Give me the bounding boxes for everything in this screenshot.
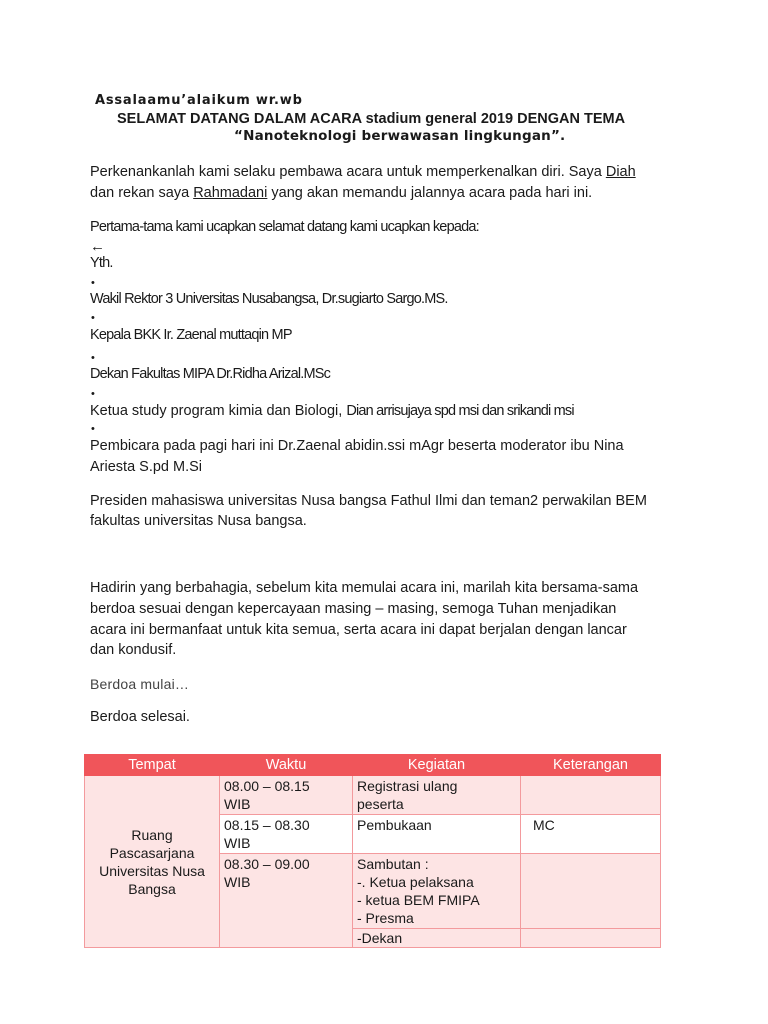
note-cell [521, 776, 661, 815]
time-cell [220, 854, 353, 948]
guest-item: Dekan Fakultas MIPA Dr.Ridha Arizal.MSc [90, 366, 331, 382]
berdoa-mulai: Berdoa mulai… [90, 676, 190, 692]
activity-text: Sambutan : [357, 856, 429, 872]
guest-speaker-line-1: Pembicara pada pagi hari ini Dr.Zaenal abidin.ssi mAgr beserta moderator ibu Nina [90, 438, 624, 454]
place-text: Pascasarjana [109, 844, 195, 861]
schedule-table [84, 754, 661, 948]
header-waktu: Waktu [220, 755, 353, 776]
activity-cell [353, 815, 521, 854]
time-text: WIB [224, 835, 251, 851]
bullet-icon: • [91, 312, 95, 324]
prayer-line-1: Hadirin yang berbahagia, sebelum kita memulai acara ini, marilah kita bersama-sama [90, 580, 639, 596]
intro-line-1 [90, 164, 636, 180]
activity-cell [353, 776, 521, 815]
place-text: Universitas Nusa [99, 862, 205, 879]
place-text: Bangsa [128, 880, 176, 897]
place-cell [85, 776, 220, 948]
header-kegiatan: Kegiatan [353, 755, 521, 776]
activity-text: -. Ketua pelaksana [357, 874, 474, 890]
place-text: Ruang [131, 826, 173, 843]
guest-speaker-line-2: Ariesta S.pd M.Si [90, 459, 203, 475]
intro-text: dan rekan saya [90, 185, 194, 201]
table-row [85, 776, 661, 815]
mc-name-1: Diah [605, 164, 636, 180]
note-cell [521, 854, 661, 929]
bullet-icon: • [91, 423, 95, 435]
heading-line-2-theme: “Nanoteknologi berwawasan lingkungan”. [234, 128, 566, 144]
time-text: WIB [224, 874, 251, 890]
intro-text: Perkenankanlah kami selaku pembawa acara untuk memperkenalkan diri. Saya [90, 164, 606, 180]
intro-text: yang akan memandu jalannya acara pada hari ini. [267, 185, 593, 201]
presiden-line-2: fakultas universitas Nusa bangsa. [90, 513, 307, 529]
prayer-line-2: berdoa sesuai dengan kepercayaan masing – masing, semoga Tuhan menjadikan [90, 601, 617, 617]
time-text: 08.15 – 08.30 [224, 817, 310, 833]
bullet-icon: • [91, 388, 95, 400]
time-cell [220, 815, 353, 854]
activity-text: - Presma [357, 910, 414, 926]
intro-line-2 [90, 185, 592, 201]
activity-text: peserta [357, 796, 404, 812]
guest-text: Ketua study program kimia dan Biologi, [90, 403, 347, 419]
activity-cell [353, 854, 521, 929]
bullet-icon: • [91, 277, 95, 289]
bullet-icon: • [91, 352, 95, 364]
prayer-line-4: dan kondusif. [90, 642, 177, 658]
guest-item [90, 403, 574, 419]
berdoa-selesai: Berdoa selesai. [90, 709, 190, 725]
time-text: 08.30 – 09.00 [224, 856, 310, 872]
guest-item: Kepala BKK Ir. Zaenal muttaqin MP [90, 327, 292, 343]
header-keterangan: Keterangan [521, 755, 661, 776]
heading-line-1: SELAMAT DATANG DALAM ACARA stadium general 2019 DENGAN TEMA [117, 111, 626, 127]
time-text: WIB [224, 796, 251, 812]
activity-text: Registrasi ulang [357, 778, 458, 794]
mc-name-2: Rahmadani [193, 185, 268, 201]
presiden-line-1: Presiden mahasiswa universitas Nusa bangsa Fathul Ilmi dan teman2 perwakilan BEM [90, 493, 647, 509]
time-text: 08.00 – 08.15 [224, 778, 310, 794]
yth-label: Yth. [90, 255, 113, 271]
welcome-intro: Pertama-tama kami ucapkan selamat datang kami ucapkan kepada: [90, 219, 479, 235]
activity-text: Pembukaan [357, 817, 432, 833]
time-cell [220, 776, 353, 815]
guest-text: Dian arrisujaya spd msi dan srikandi msi [346, 403, 574, 419]
table-header-row [85, 755, 661, 776]
arrow-left-icon: ← [90, 238, 105, 255]
header-tempat: Tempat [85, 755, 220, 776]
note-cell [521, 929, 661, 948]
note-cell: MC [521, 815, 661, 854]
guest-item: Wakil Rektor 3 Universitas Nusabangsa, Dr.sugiarto Sargo.MS. [90, 291, 448, 307]
greeting: Assalaamu’alaikum wr.wb [95, 93, 303, 108]
prayer-line-3: acara ini bermanfaat untuk kita semua, serta acara ini dapat berjalan dengan lancar [90, 622, 627, 638]
activity-cell: -Dekan [353, 929, 521, 948]
activity-text: - ketua BEM FMIPA [357, 892, 480, 908]
